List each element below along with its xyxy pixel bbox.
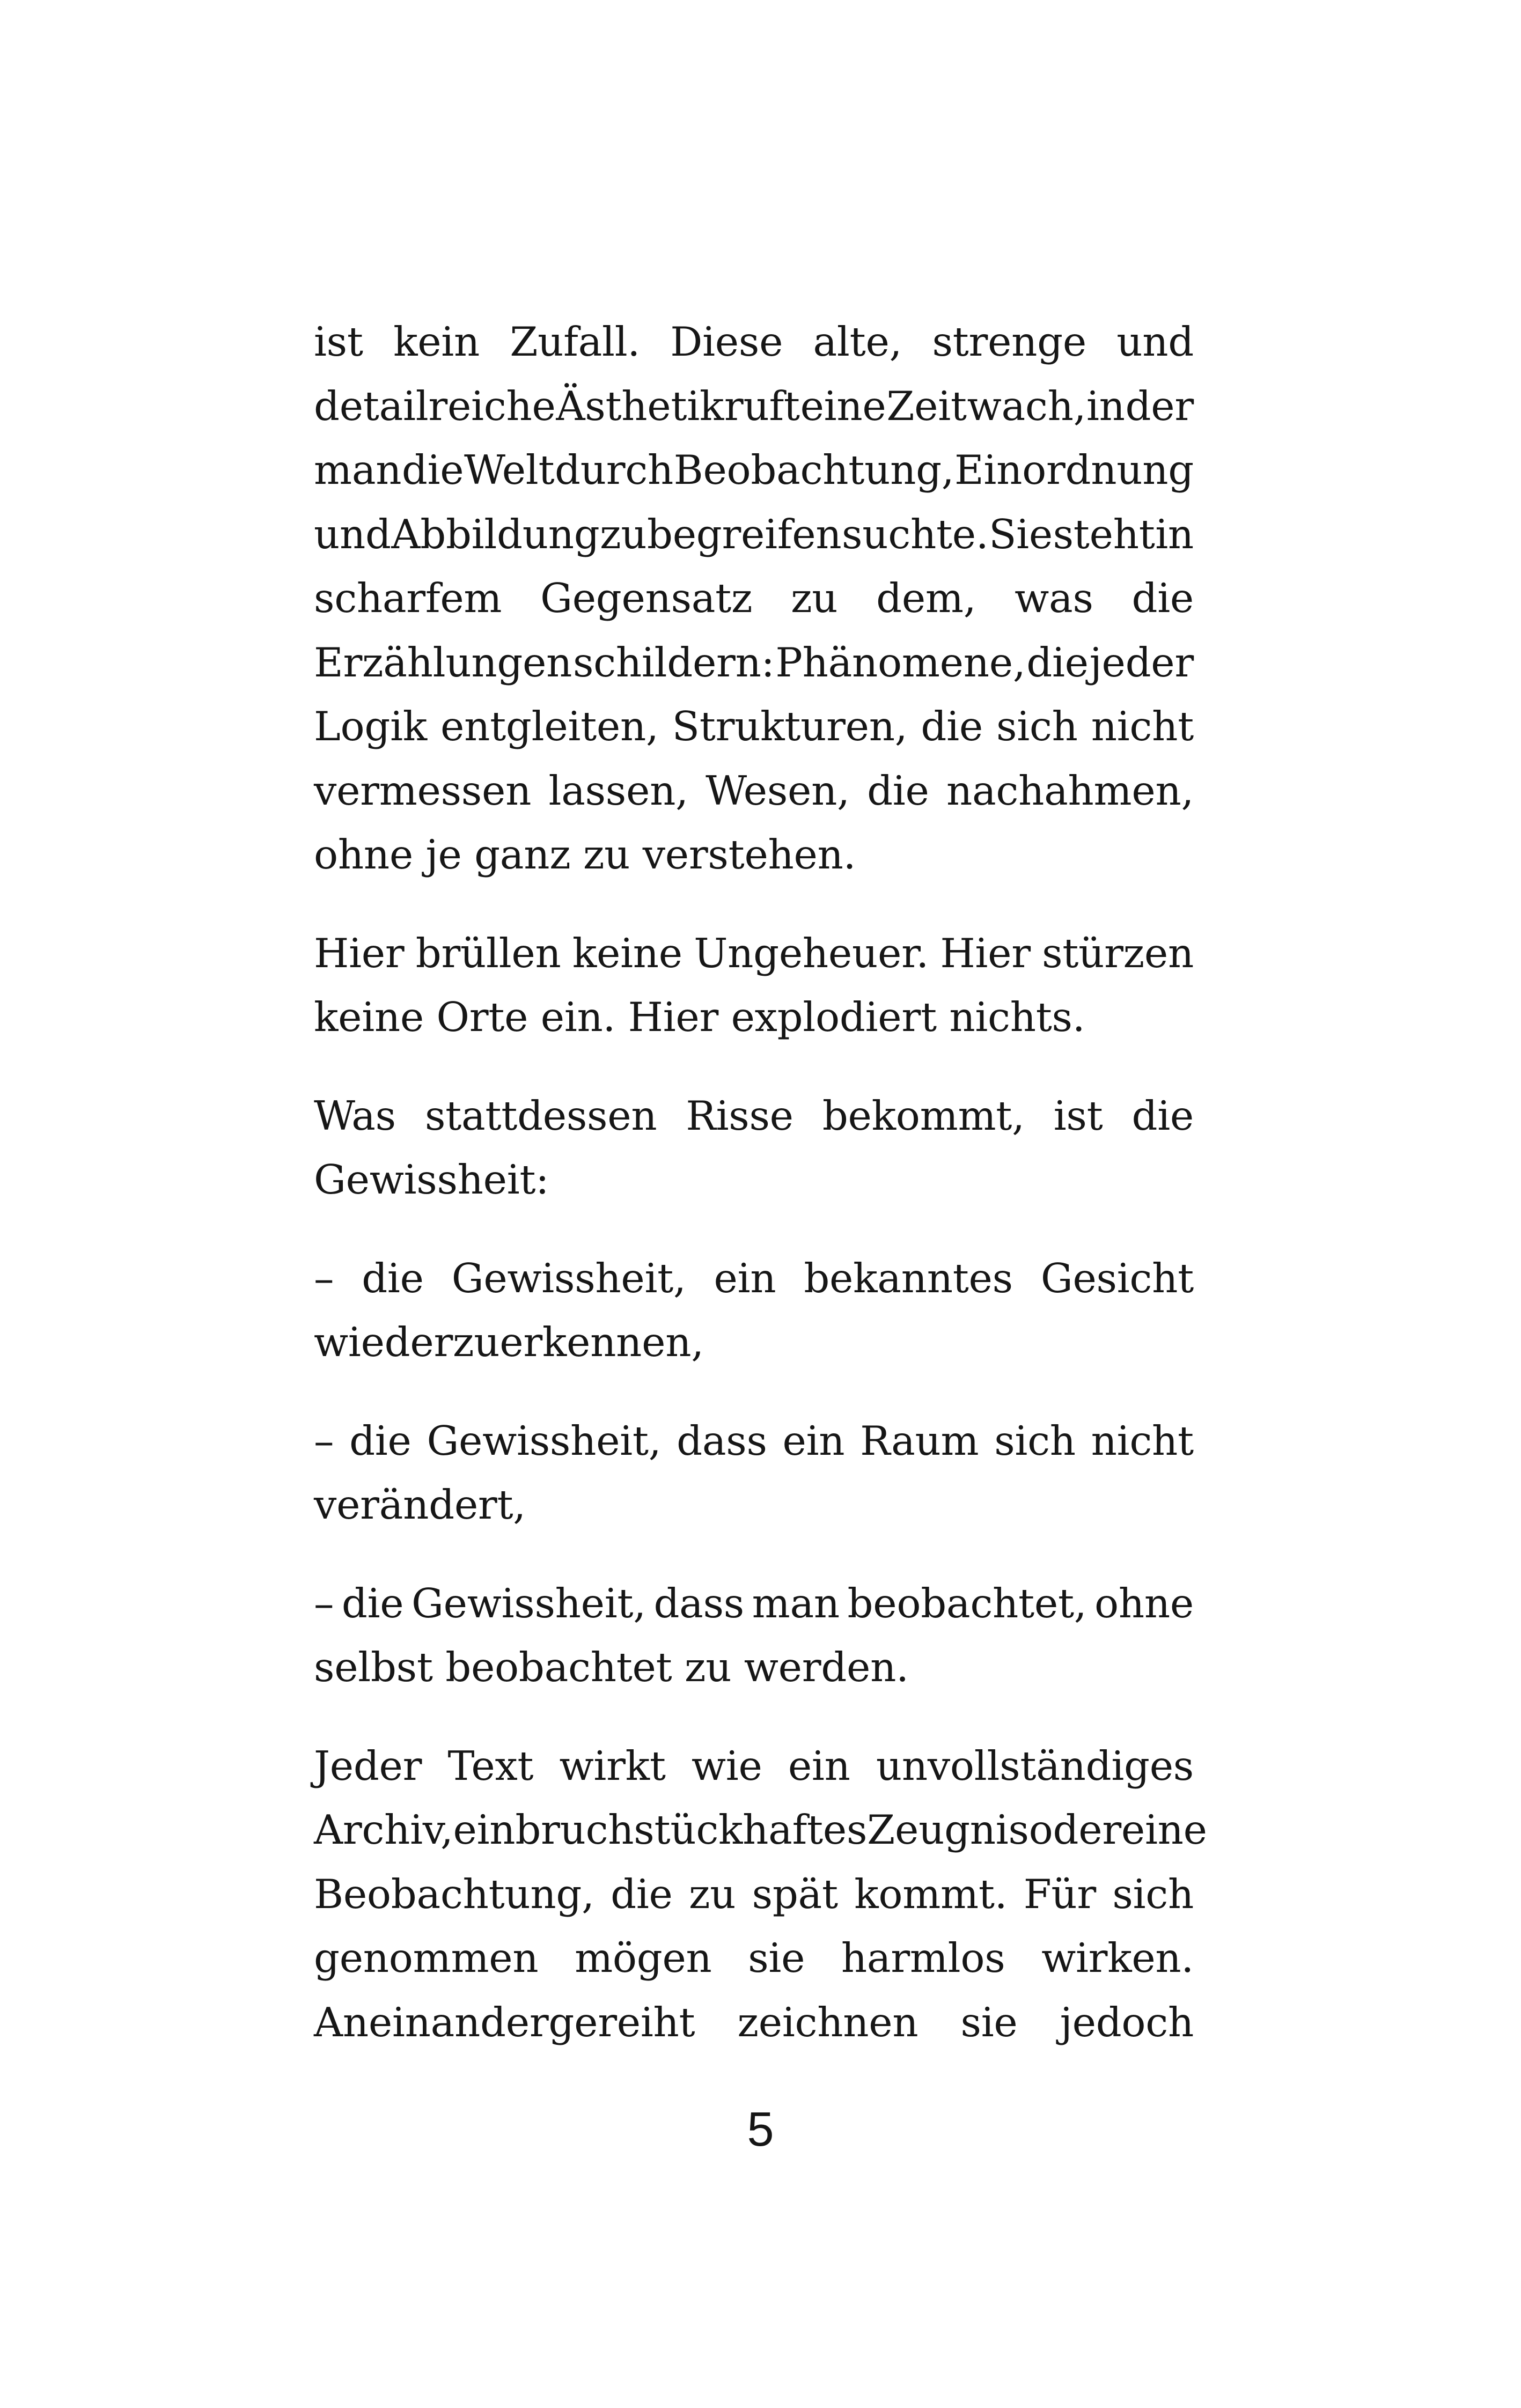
text-line: und Abbildung zu begreifen suchte. Sie steht in — [314, 510, 1194, 558]
text-line: scharfem Gegensatz zu dem, was die — [314, 575, 1194, 622]
text-line: vermessen lassen, Wesen, die nachahmen, — [314, 767, 1194, 814]
text-line: Jeder Text wirkt wie ein unvollständiges — [314, 1742, 1194, 1790]
paragraph — [314, 1409, 1194, 1537]
text-line: – die Gewissheit, dass man beobachtet, ohne — [314, 1579, 1194, 1627]
text-line: genommen mögen sie harmlos wirken. — [314, 1934, 1194, 1982]
paragraph — [314, 1734, 1207, 2055]
text-line: Hier brüllen keine Ungeheuer. Hier stürzen — [314, 929, 1194, 977]
text-line: selbst beobachtet zu werden. — [314, 1644, 909, 1691]
text-line: – die Gewissheit, ein bekanntes Gesicht — [314, 1254, 1194, 1302]
text-line: wiederzuerkennen, — [314, 1319, 704, 1366]
text-line: Logik entgleiten, Strukturen, die sich nicht — [314, 703, 1194, 750]
text-line: ohne je ganz zu verstehen. — [314, 831, 856, 878]
page-number: 5 — [747, 2103, 774, 2156]
text-line: Beobachtung, die zu spät kommt. Für sich — [314, 1870, 1194, 1918]
text-line: verändert, — [314, 1481, 526, 1528]
paragraph — [314, 922, 1194, 1050]
paragraph — [314, 1247, 1194, 1375]
text-line: Aneinandergereiht zeichnen sie jedoch — [314, 1998, 1194, 2046]
paragraph — [314, 1084, 1194, 1212]
text-line: man die Welt durch Beobachtung, Einordnung — [314, 446, 1194, 494]
text-line: keine Orte ein. Hier explodiert nichts. — [314, 993, 1085, 1041]
text-line: Archiv, ein bruchstückhaftes Zeugnis oder eine — [314, 1806, 1207, 1853]
paragraph — [314, 1572, 1194, 1700]
text-line: Was stattdessen Risse bekommt, ist die — [314, 1092, 1194, 1139]
text-line: ist kein Zufall. Diese alte, strenge und — [314, 318, 1194, 365]
text-line: Erzählungen schildern: Phänomene, die jeder — [314, 638, 1194, 686]
paragraph — [314, 310, 1194, 887]
text-line: Gewissheit: — [314, 1156, 549, 1203]
body-text — [314, 310, 1207, 2089]
text-line: – die Gewissheit, dass ein Raum sich nicht — [314, 1417, 1194, 1464]
text-line: detailreiche Ästhetik ruft eine Zeit wach, in der — [314, 382, 1194, 430]
